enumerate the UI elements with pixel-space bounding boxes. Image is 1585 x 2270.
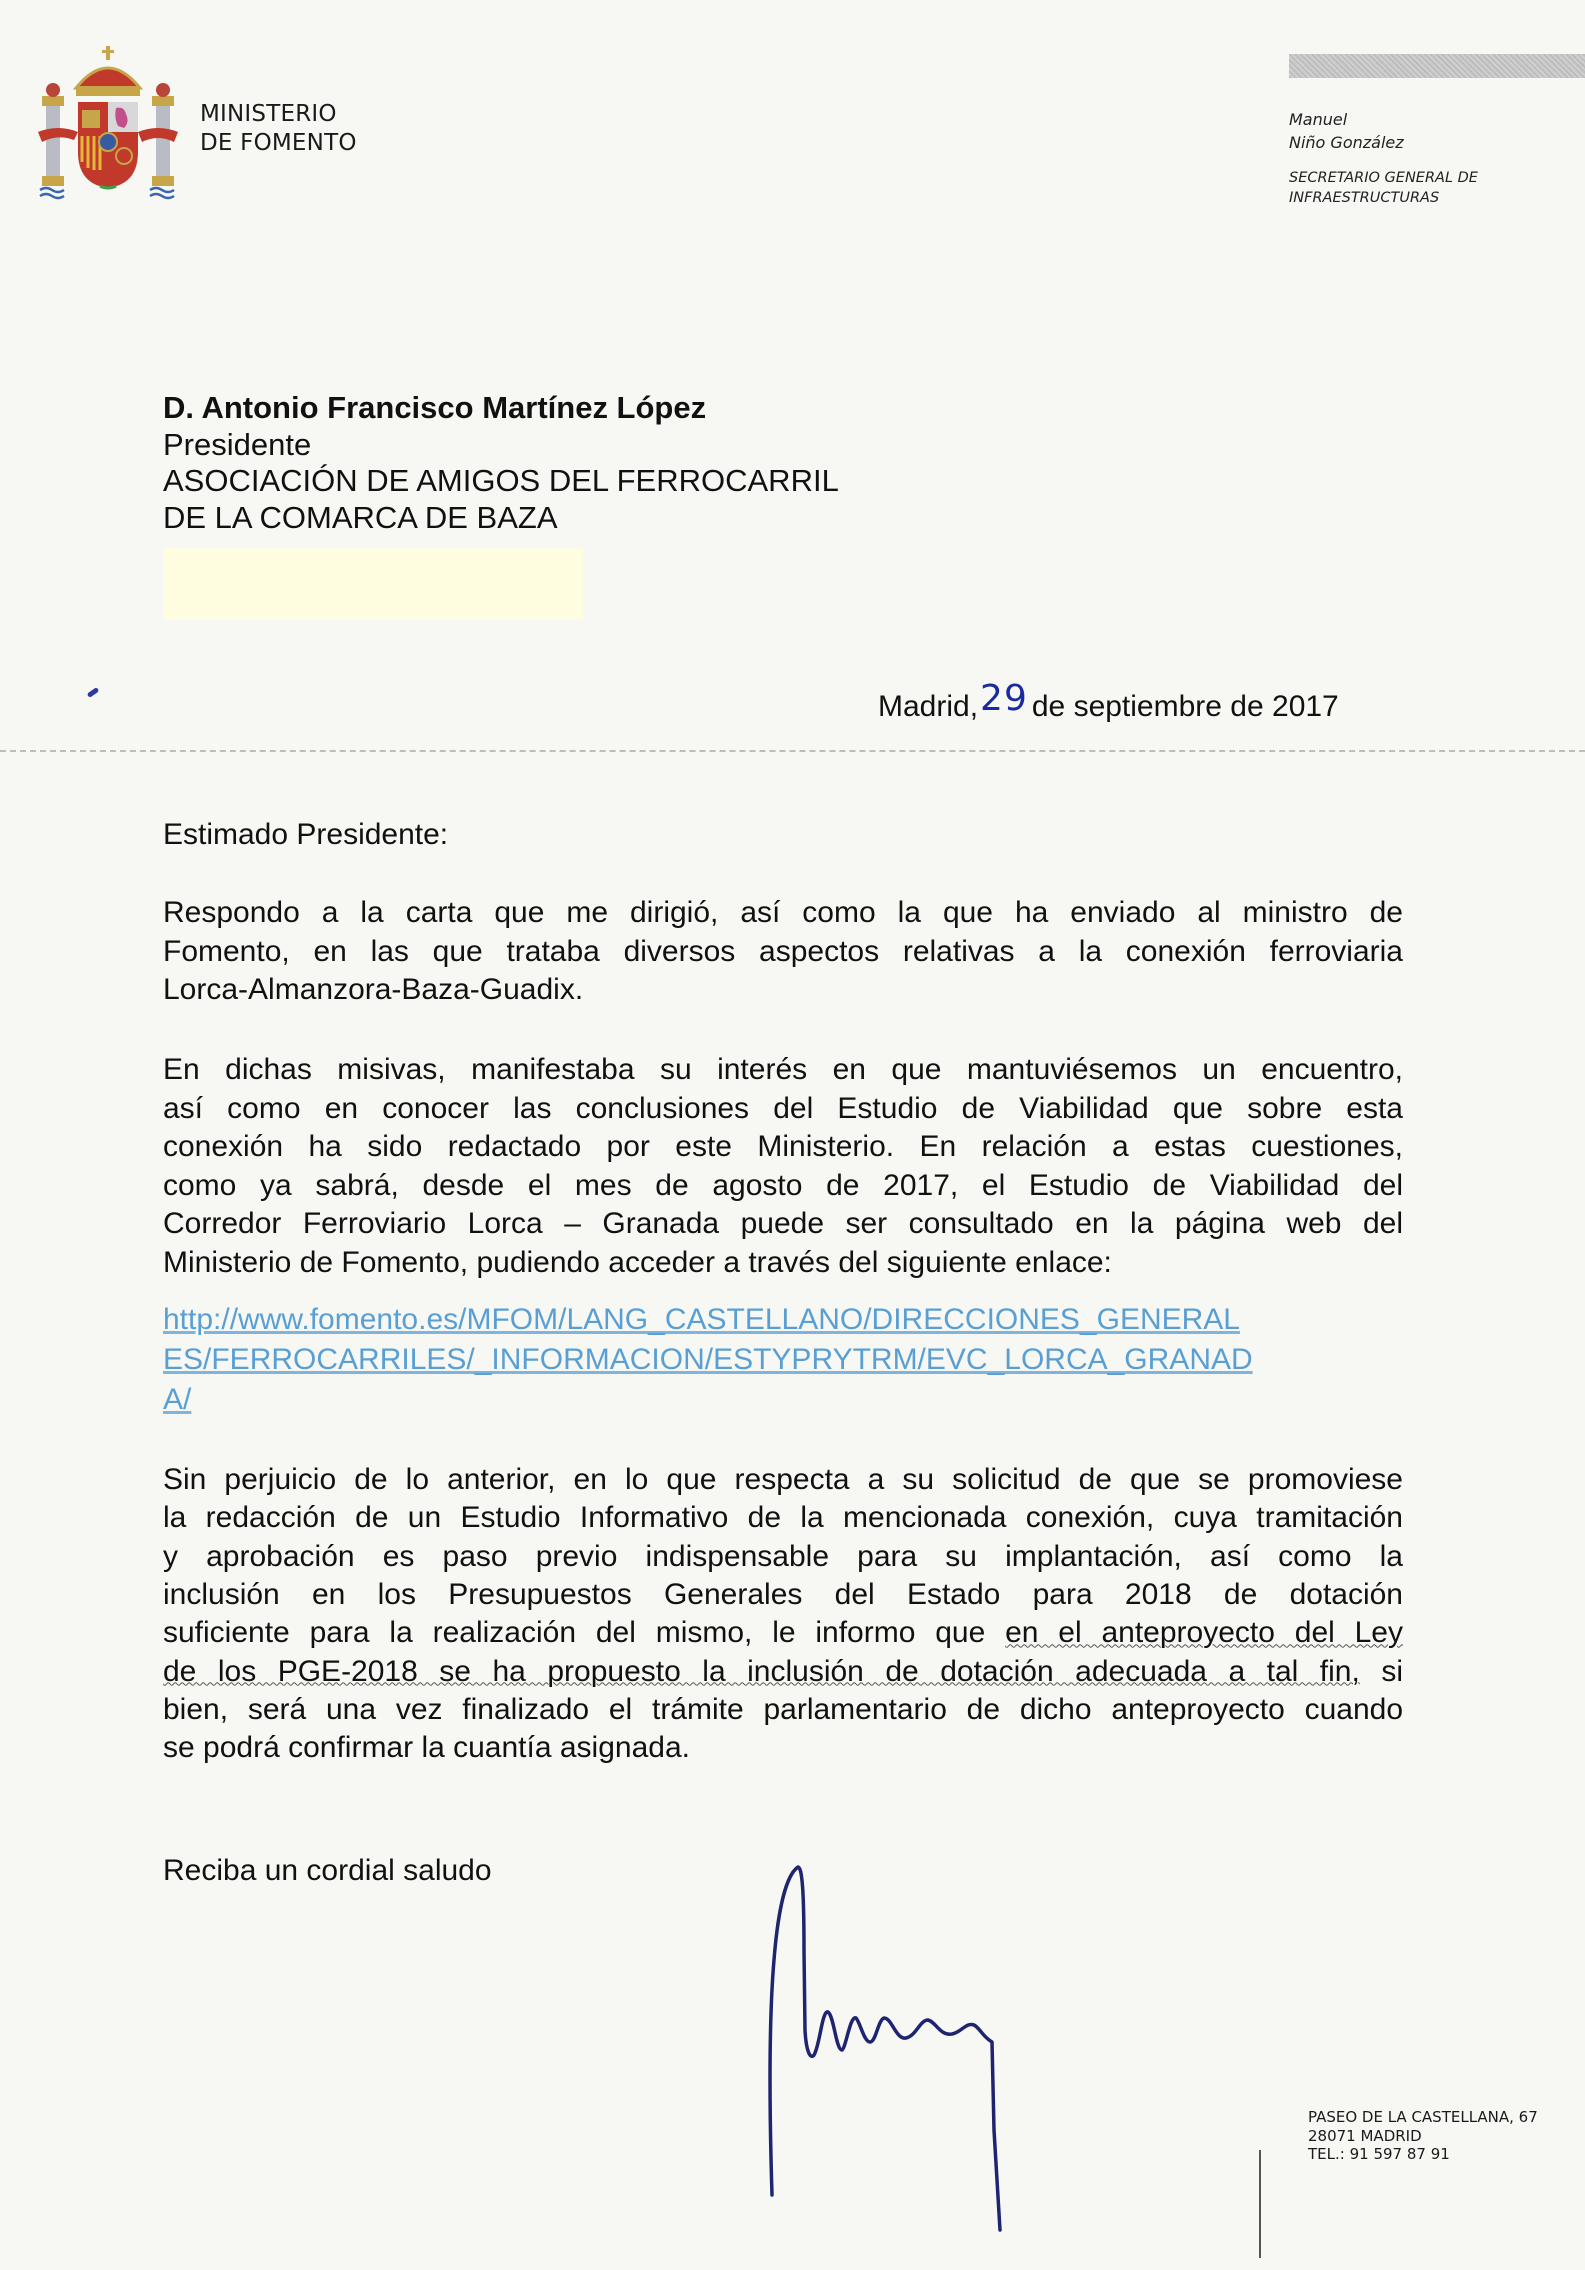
- sender-last-name: Niño González: [1289, 133, 1404, 152]
- handwritten-signature: [740, 1830, 1040, 2270]
- paragraph-line: Sin perjuicio de lo anterior, en lo que respecta a su solicitud de que se promoviese: [163, 1463, 1403, 1496]
- recipient-org-line-2: DE LA COMARCA DE BAZA: [163, 499, 558, 535]
- sender-first-name: Manuel: [1289, 110, 1348, 129]
- link-line[interactable]: ES/FERROCARRILES/_INFORMACION/ESTYPRYTRM/EVC_LORCA_GRANAD: [163, 1343, 1253, 1376]
- line-text: si: [1359, 1654, 1403, 1688]
- paragraph-line: y aprobación es paso previo indispensable para su implantación, así como la: [163, 1539, 1403, 1573]
- paragraph-line: Fomento, en las que trataba diversos aspectos relativas a la conexión ferroviaria: [163, 934, 1403, 968]
- link-line[interactable]: A/: [163, 1383, 192, 1416]
- date-day-handwritten: 29: [980, 678, 1028, 719]
- footer-divider: [1259, 2150, 1261, 2258]
- date-rest: de septiembre de 2017: [1031, 690, 1339, 723]
- paragraph-line: Respondo a la carta que me dirigió, así como la que ha enviado al ministro de: [163, 896, 1403, 929]
- redacted-address: [163, 548, 583, 620]
- handwritten-underline-text: en el anteproyecto del Ley: [1005, 1616, 1403, 1650]
- footer-address-line-2: 28071 MADRID: [1308, 2126, 1422, 2145]
- paragraph-line: Ministerio de Fomento, pudiendo acceder a través del siguiente enlace:: [163, 1245, 1112, 1279]
- ministry-line-1: MINISTERIO: [200, 101, 337, 127]
- sender-title-line-2: INFRAESTRUCTURAS: [1289, 190, 1440, 206]
- paragraph-line: se podrá confirmar la cuantía asignada.: [163, 1731, 690, 1765]
- sender-title-line-1: SECRETARIO GENERAL DE: [1289, 170, 1478, 186]
- paragraph-line: inclusión en los Presupuestos Generales del Estado para 2018 de dotación: [163, 1578, 1403, 1611]
- footer-address-line-1: PASEO DE LA CASTELLANA, 67: [1308, 2108, 1538, 2126]
- paragraph-line: conexión ha sido redactado por este Ministerio. En relación a estas cuestiones,: [163, 1130, 1403, 1163]
- letter-date: [878, 678, 1339, 725]
- sender-block: [1289, 108, 1478, 208]
- paragraph-line: Corredor Ferroviario Lorca – Granada puede ser consultado en la página web del: [163, 1207, 1403, 1240]
- ministry-name: [200, 100, 357, 158]
- sender-title: [1289, 168, 1478, 208]
- recipient-org-line-1: ASOCIACIÓN DE AMIGOS DEL FERROCARRIL: [163, 463, 839, 498]
- footer-phone: TEL.: 91 597 87 91: [1308, 2145, 1450, 2163]
- paragraph-line: [163, 1655, 1403, 1691]
- letterhead-grey-bar: [1289, 54, 1585, 78]
- recipient-role: Presidente: [163, 426, 312, 462]
- paragraph-line: bien, será una vez finalizado el trámite parlamentario de dicho anteproyecto cuando: [163, 1693, 1403, 1726]
- paragraph-line: como ya sabrá, desde el mes de agosto de 2017, el Estudio de Viabilidad del: [163, 1168, 1403, 1202]
- paragraph-line: así como en conocer las conclusiones del Estudio de Viabilidad que sobre esta: [163, 1091, 1403, 1125]
- salutation-text: Estimado Presidente:: [163, 818, 449, 851]
- paragraph-line: Lorca-Almanzora-Baza-Guadix.: [163, 973, 584, 1006]
- ink-speck: [87, 687, 100, 698]
- date-place: Madrid,: [878, 690, 979, 723]
- line-text: suficiente para la realización del mismo, le informo que: [163, 1616, 1006, 1650]
- paper-fold-line: [0, 750, 1585, 752]
- link-line[interactable]: http://www.fomento.es/MFOM/LANG_CASTELLANO/DIRECCIONES_GENERAL: [163, 1303, 1240, 1336]
- ministry-line-2: DE FOMENTO: [200, 130, 357, 156]
- paragraph-line: [163, 1616, 1403, 1652]
- recipient-name: D. Antonio Francisco Martínez López: [163, 390, 707, 425]
- coat-of-arms-icon: [38, 44, 178, 204]
- paragraph-line: En dichas misivas, manifestaba su interés en que mantuviésemos un encuentro,: [163, 1053, 1403, 1086]
- recipient-block: [163, 390, 839, 536]
- closing-text: Reciba un cordial saludo: [163, 1854, 492, 1887]
- handwritten-underline-text: de los PGE-2018 se ha propuesto la inclusión de dotación adecuada a tal fin,: [163, 1654, 1360, 1688]
- paragraph-line: la redacción de un Estudio Informativo de la mencionada conexión, cuya tramitación: [163, 1501, 1403, 1535]
- footer-address: [1308, 2108, 1538, 2164]
